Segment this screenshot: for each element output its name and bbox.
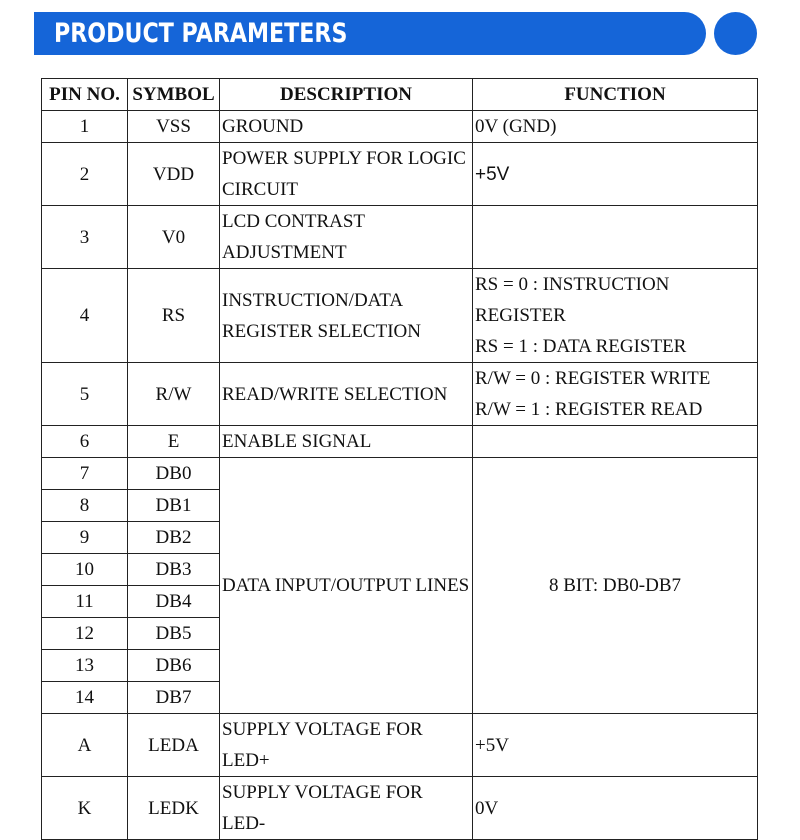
symbol-cell: DB2 xyxy=(128,522,220,554)
symbol-cell: DB1 xyxy=(128,490,220,522)
symbol-cell: V0 xyxy=(128,206,220,269)
table-row xyxy=(42,458,758,490)
column-header-pin: PIN NO. xyxy=(42,79,128,111)
function-cell-line: 0V (GND) xyxy=(475,116,557,137)
function-cell: 0V xyxy=(473,777,758,840)
pin-cell: 10 xyxy=(42,554,128,586)
function-cell-line: RS = 1 : DATA REGISTER xyxy=(475,336,687,357)
function-cell-line: +5V xyxy=(475,163,510,185)
description-cell-line: ENABLE SIGNAL xyxy=(222,431,372,452)
data-lines-description-cell: DATA INPUT/OUTPUT LINES xyxy=(220,458,473,714)
symbol-cell: VSS xyxy=(128,111,220,143)
column-header-function: FUNCTION xyxy=(473,79,758,111)
table-row xyxy=(42,714,758,777)
table-row xyxy=(42,143,758,206)
column-header-symbol: SYMBOL xyxy=(128,79,220,111)
description-cell xyxy=(220,206,473,269)
pin-cell: 1 xyxy=(42,111,128,143)
banner-circle-decoration xyxy=(714,12,757,55)
pin-cell: 9 xyxy=(42,522,128,554)
symbol-cell: VDD xyxy=(128,143,220,206)
header-banner xyxy=(34,12,706,55)
pin-cell: 3 xyxy=(42,206,128,269)
column-header-description: DESCRIPTION xyxy=(220,79,473,111)
description-cell: SUPPLY VOLTAGE FOR LED+ xyxy=(220,714,473,777)
pin-cell: 2 xyxy=(42,143,128,206)
table-row xyxy=(42,426,758,458)
description-cell xyxy=(220,143,473,206)
pin-cell: 8 xyxy=(42,490,128,522)
function-cell xyxy=(473,111,758,143)
symbol-cell: LEDK xyxy=(128,777,220,840)
function-cell: +5V xyxy=(473,714,758,777)
table-row xyxy=(42,206,758,269)
pin-cell: 5 xyxy=(42,363,128,426)
description-cell xyxy=(220,426,473,458)
symbol-cell: DB6 xyxy=(128,650,220,682)
pin-cell: 14 xyxy=(42,682,128,714)
symbol-cell: R/W xyxy=(128,363,220,426)
pin-cell: 4 xyxy=(42,269,128,363)
symbol-cell: DB5 xyxy=(128,618,220,650)
symbol-cell: DB7 xyxy=(128,682,220,714)
pin-cell: 6 xyxy=(42,426,128,458)
function-cell-line: R/W = 0 : REGISTER WRITE xyxy=(475,368,711,389)
description-cell-line: ADJUSTMENT xyxy=(222,242,347,263)
pin-cell: 12 xyxy=(42,618,128,650)
symbol-cell: LEDA xyxy=(128,714,220,777)
description-cell-line: REGISTER SELECTION xyxy=(222,320,421,342)
function-cell-line: R/W = 1 : REGISTER READ xyxy=(475,399,703,420)
function-cell xyxy=(473,363,758,426)
pin-cell: 11 xyxy=(42,586,128,618)
description-cell-line: POWER SUPPLY FOR LOGIC xyxy=(222,148,466,169)
description-cell xyxy=(220,363,473,426)
description-cell-line: READ/WRITE SELECTION xyxy=(222,383,448,405)
function-cell xyxy=(473,426,758,458)
table-row xyxy=(42,363,758,426)
description-cell-line: GROUND xyxy=(222,116,304,137)
table-row xyxy=(42,777,758,840)
description-cell xyxy=(220,269,473,363)
description-cell-line: INSTRUCTION/DATA xyxy=(222,289,404,311)
pin-cell: A xyxy=(42,714,128,777)
table-row xyxy=(42,111,758,143)
pin-cell: K xyxy=(42,777,128,840)
symbol-cell: RS xyxy=(128,269,220,363)
function-cell xyxy=(473,143,758,206)
pin-cell: 13 xyxy=(42,650,128,682)
data-lines-function-cell: 8 BIT: DB0-DB7 xyxy=(473,458,758,714)
symbol-cell: E xyxy=(128,426,220,458)
function-cell xyxy=(473,269,758,363)
symbol-cell: DB0 xyxy=(128,458,220,490)
description-cell-line: LCD CONTRAST xyxy=(222,211,366,232)
description-cell xyxy=(220,111,473,143)
symbol-cell: DB4 xyxy=(128,586,220,618)
symbol-cell: DB3 xyxy=(128,554,220,586)
pin-parameters-table xyxy=(41,78,758,840)
pin-cell: 7 xyxy=(42,458,128,490)
description-cell: SUPPLY VOLTAGE FOR LED- xyxy=(220,777,473,840)
page-title: PRODUCT PARAMETERS xyxy=(54,18,348,49)
table-row xyxy=(42,269,758,363)
table-header-row xyxy=(42,79,758,111)
description-cell-line: CIRCUIT xyxy=(222,179,298,200)
function-cell-line: RS = 0 : INSTRUCTION REGISTER xyxy=(475,274,670,326)
function-cell xyxy=(473,206,758,269)
